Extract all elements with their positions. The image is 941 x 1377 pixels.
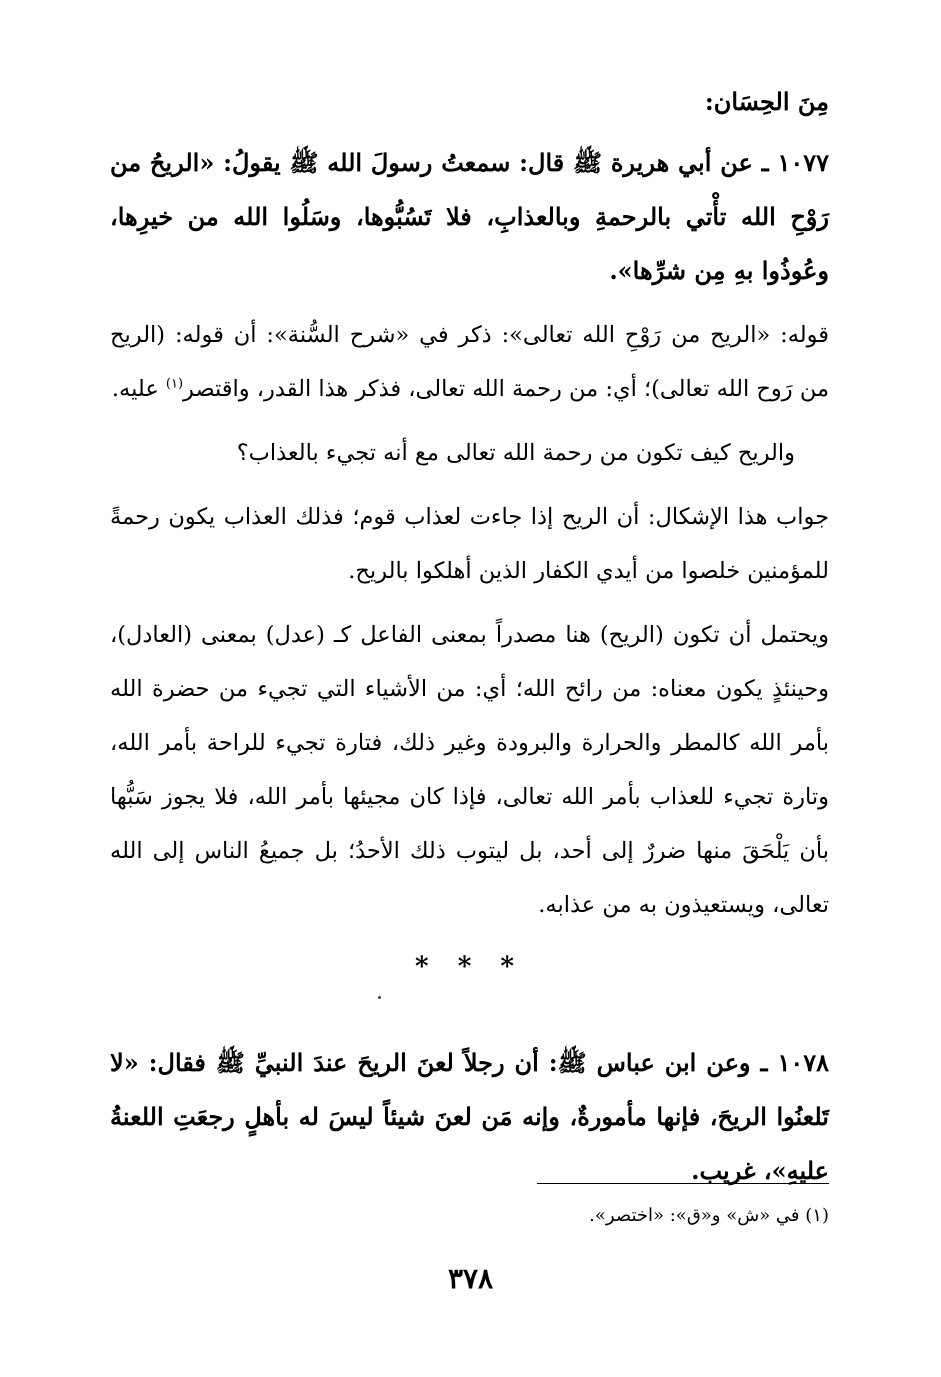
hadith-1078: ١٠٧٨ ـ وعن ابن عباس ﷺ: أن رجلاً لعنَ الريحَ عندَ النبيِّ ﷺ فقال: «لا تَلعنُوا الريحَ، فإنها مأمورةٌ، وإنه مَن لعنَ شيئاً ليسَ له بأهلٍ رجعَتِ اللعنةُ عليهِ»، غريب.: [110, 1048, 829, 1185]
footnote-divider: [537, 1183, 829, 1184]
hadith-1077: ١٠٧٧ ـ عن أبي هريرة ﷺ قال: سمعتُ رسولَ الله ﷺ يقولُ: «الريحُ من رَوْحِ الله تأْتي بالرحمةِ وبالعذابِ، فلا تَسُبُّوها، وسَلُوا الله من خيرِها، وعُوذُوا بهِ مِن شرِّها».: [110, 148, 829, 285]
section-separator: * * *: [415, 952, 524, 982]
page-number: ٣٧٨: [447, 1262, 494, 1295]
commentary-text: قوله: «الريح من رَوْحِ الله تعالى»: ذكر في «شرح السُّنة»: أن قوله: (الريح من رَوح الله تعالى)؛ أي: من رحمة الله تعالى، فذكر هذا القدر، واقتصر: [110, 322, 829, 402]
commentary-paragraph-4: ويحتمل أن تكون (الريح) هنا مصدراً بمعنى الفاعل كـ (عدل) بمعنى (العادل)، وحينئذٍ يكون معناه: من رائح الله؛ أي: من الأشياء التي تجيء من حضرة الله بأمر الله كالمطر والحرارة والبرودة وغير ذلك، فتارة تجيء للراحة بأمر الله، وتارة تجيء للعذاب بأمر الله تعالى، فإذا كان مجيئها بأمر الله، فلا يجوز سَبُّها بأن يَلْحَقَ منها ضررٌ إلى أحد، بل ليتوب ذلك الأحدُ؛ بل جميعُ الناس إلى الله تعالى، ويستعيذون به من عذابه.: [110, 622, 829, 918]
stray-mark: [378, 996, 381, 999]
commentary-tail: عليه.: [111, 376, 166, 402]
commentary-paragraph-1: [110, 308, 829, 416]
commentary-paragraph-3: جواب هذا الإشكال: أن الريح إذا جاءت لعذاب قوم؛ فذلك العذاب يكون رحمةً للمؤمنين خلصوا من أيدي الكفار الذين أهلكوا بالريح.: [110, 504, 829, 584]
footnote: (١) في «ش» و«ق»: «اختصر».: [589, 1205, 829, 1226]
commentary-paragraph-2: والريح كيف تكون من رحمة الله تعالى مع أنه تجيء بالعذاب؟: [236, 440, 795, 466]
footnote-reference: (١): [165, 376, 184, 392]
section-heading: مِنَ الحِسَان:: [704, 87, 829, 116]
